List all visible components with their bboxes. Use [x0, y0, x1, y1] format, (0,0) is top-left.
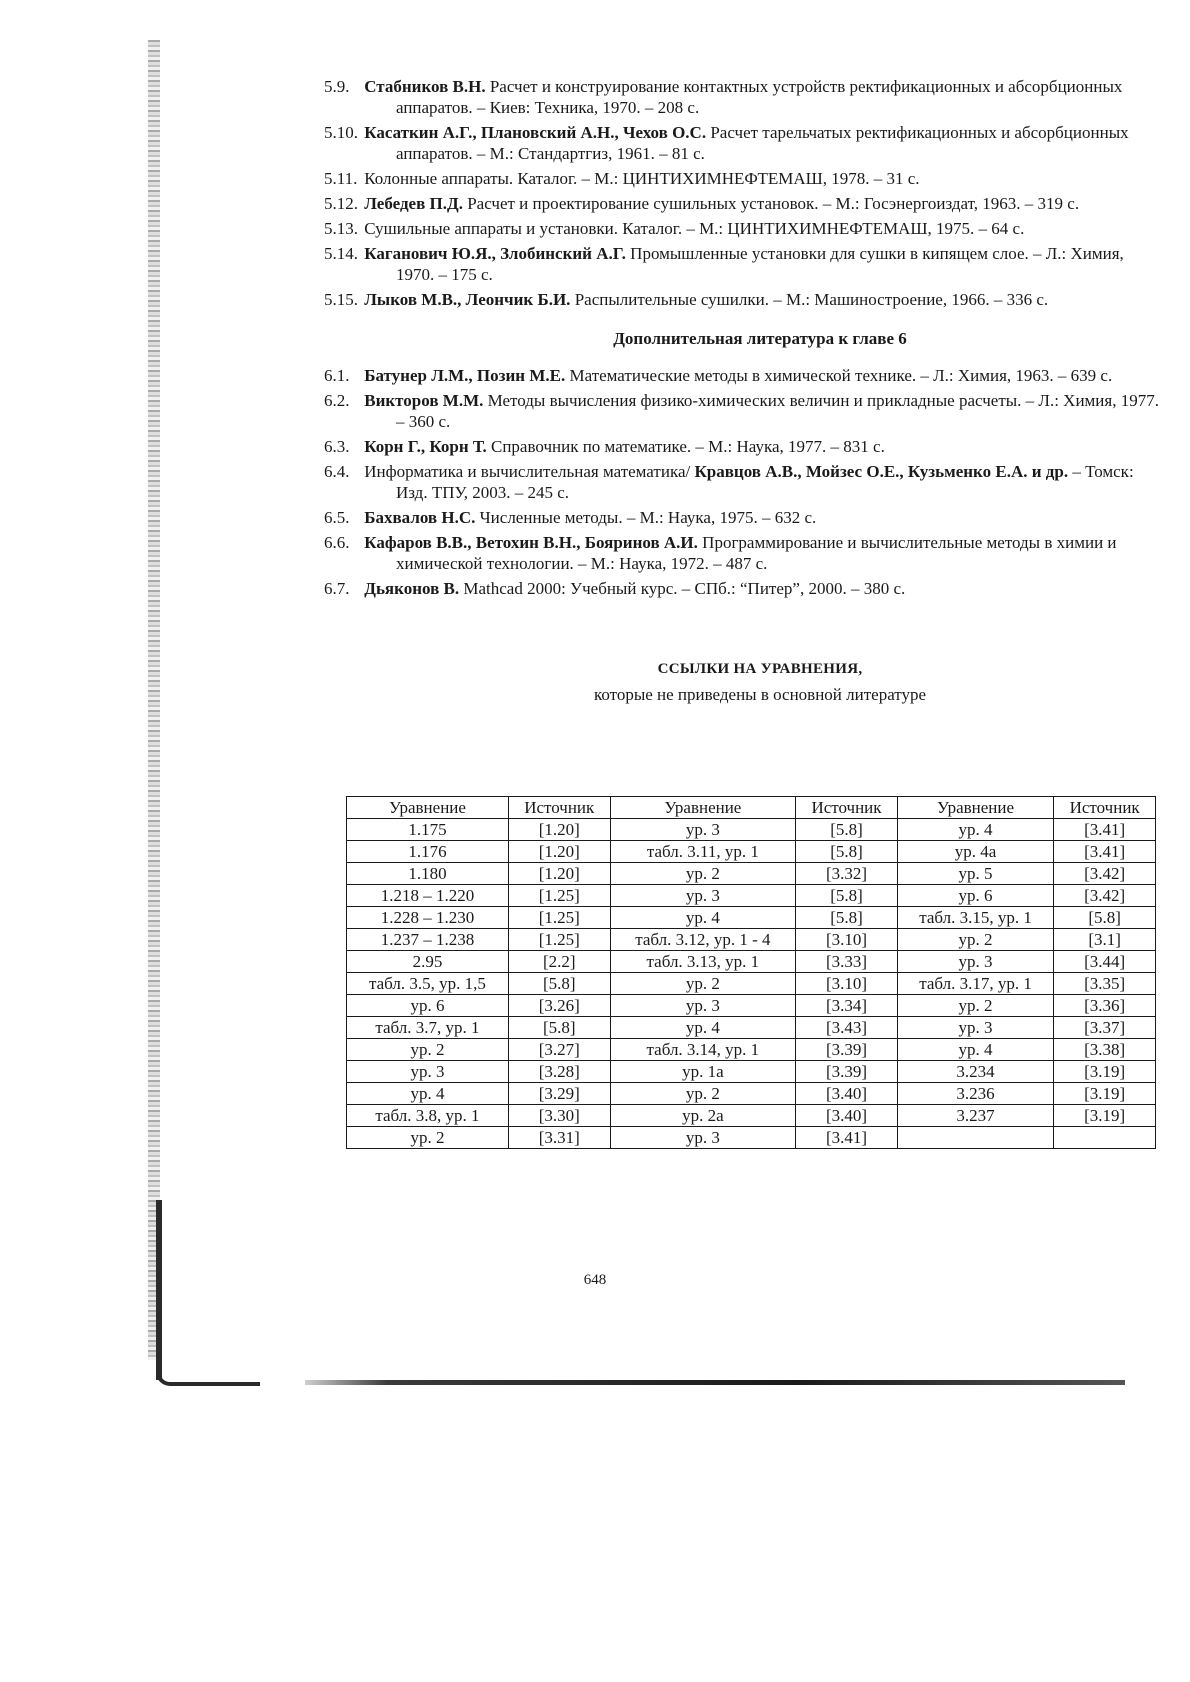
source-cell: [3.19] — [1054, 1061, 1156, 1083]
source-cell: [3.19] — [1054, 1105, 1156, 1127]
source-cell: [3.40] — [796, 1083, 898, 1105]
source-cell: [5.8] — [796, 841, 898, 863]
section-heading: Дополнительная литература к главе 6 — [613, 329, 907, 348]
equation-cell — [897, 1127, 1053, 1149]
source-cell: [3.32] — [796, 863, 898, 885]
reference-authors: Каганович Ю.Я., Злобинский А.Г. — [364, 244, 626, 263]
reference-authors: Стабников В.Н. — [364, 77, 486, 96]
table-header-cell: Уравнение — [347, 797, 509, 819]
equation-cell: ур. 6 — [897, 885, 1053, 907]
equation-cell: ур. 3 — [610, 995, 796, 1017]
reference-authors: Кравцов А.В., Мойзес О.Е., Кузьменко Е.А. и др. — [694, 462, 1069, 481]
source-cell: [3.19] — [1054, 1083, 1156, 1105]
links-title: ССЫЛКИ НА УРАВНЕНИЯ, — [657, 661, 863, 677]
equation-cell: ур. 2а — [610, 1105, 796, 1127]
reference-item: 6.7. Дьяконов В. Mathcad 2000: Учебный курс. – СПб.: “Питер”, 2000. – 380 с. — [324, 579, 906, 598]
equation-cell: ур. 4 — [347, 1083, 509, 1105]
equation-cell: ур. 3 — [610, 819, 796, 841]
equation-cell: ур. 4а — [897, 841, 1053, 863]
table-row — [347, 1039, 1156, 1061]
source-cell: [3.27] — [508, 1039, 610, 1061]
equation-cell: ур. 3 — [897, 951, 1053, 973]
source-cell: [3.33] — [796, 951, 898, 973]
equation-cell: ур. 2 — [897, 929, 1053, 951]
reference-item: 5.12. Лебедев П.Д. Расчет и проектирование сушильных установок. – М.: Госэнергоиздат, 1963. – 319 с. — [324, 194, 1080, 213]
reference-prefix: Информатика и вычислительная математика/ — [364, 462, 691, 481]
source-cell: [5.8] — [796, 819, 898, 841]
equation-cell: 1.237 – 1.238 — [347, 929, 509, 951]
source-cell: [3.1] — [1054, 929, 1156, 951]
table-row — [347, 1061, 1156, 1083]
reference-text: Методы вычисления физико-химических величин и прикладные расчеты. – Л.: Химия, 1977. – 360 с. — [396, 391, 1159, 431]
reference-item: 6.1. Батунер Л.М., Позин М.Е. Математические методы в химической технике. – Л.: Химия, 1963. – 639 с. — [324, 366, 1113, 385]
page-content — [324, 76, 1160, 705]
reference-text: Сушильные аппараты и установки. Каталог. – М.: ЦИНТИХИМНЕФТЕМАШ, 1975. – 64 с. — [364, 219, 1025, 238]
equation-cell: 1.218 – 1.220 — [347, 885, 509, 907]
source-cell: [3.10] — [796, 929, 898, 951]
source-cell: [5.8] — [1054, 907, 1156, 929]
equation-cell: табл. 3.13, ур. 1 — [610, 951, 796, 973]
source-cell: [3.10] — [796, 973, 898, 995]
equation-cell: ур. 4 — [610, 1017, 796, 1039]
reference-item: 5.15. Лыков М.В., Леончик Б.И. Распылительные сушилки. – М.: Машиностроение, 1966. – 336 с. — [324, 290, 1049, 309]
source-cell: [1.25] — [508, 929, 610, 951]
equation-cell: ур. 3 — [347, 1061, 509, 1083]
reference-authors: Кафаров В.В., Ветохин В.Н., Бояринов А.И. — [364, 533, 698, 552]
reference-item: 5.11. Колонные аппараты. Каталог. – М.: ЦИНТИХИМНЕФТЕМАШ, 1978. – 31 с. — [324, 169, 920, 188]
table-body — [347, 819, 1156, 1149]
equation-cell: ур. 6 — [347, 995, 509, 1017]
links-subtitle: которые не приведены в основной литературе — [593, 685, 927, 704]
equation-cell: ур. 1а — [610, 1061, 796, 1083]
source-cell: [3.35] — [1054, 973, 1156, 995]
scan-corner — [156, 1372, 260, 1386]
reference-authors: Касаткин А.Г., Плановский А.Н., Чехов О.С. — [364, 123, 707, 142]
source-cell: [1.25] — [508, 907, 610, 929]
source-cell: [5.8] — [508, 1017, 610, 1039]
source-cell: [3.41] — [1054, 819, 1156, 841]
source-cell: [3.37] — [1054, 1017, 1156, 1039]
reference-text: – Томск: Изд. ТПУ, 2003. – 245 с. — [396, 462, 1134, 502]
equation-cell: табл. 3.5, ур. 1,5 — [347, 973, 509, 995]
source-cell: [3.30] — [508, 1105, 610, 1127]
table-header-cell: Уравнение — [610, 797, 796, 819]
source-cell: [5.8] — [796, 907, 898, 929]
table-row — [347, 973, 1156, 995]
reference-authors: Лыков М.В., Леончик Б.И. — [364, 290, 571, 309]
source-cell: [1.20] — [508, 841, 610, 863]
scan-bottom-edge — [305, 1380, 1125, 1385]
source-cell: [5.8] — [796, 885, 898, 907]
reference-text: Математические методы в химической технике. – Л.: Химия, 1963. – 639 с. — [569, 366, 1113, 385]
reference-item: 6.2. Викторов М.М. Методы вычисления физико-химических величин и прикладные расчеты. – Л.: Химия, 1977. – 360 с. — [324, 391, 1159, 431]
reference-text: Расчет и проектирование сушильных установок. – М.: Госэнергоиздат, 1963. – 319 с. — [467, 194, 1080, 213]
table-row — [347, 819, 1156, 841]
references-chapter-6 — [324, 365, 1160, 599]
source-cell: [3.39] — [796, 1061, 898, 1083]
source-cell: [3.38] — [1054, 1039, 1156, 1061]
equation-cell: 1.180 — [347, 863, 509, 885]
table-header-cell: Источник — [508, 797, 610, 819]
equation-cell: табл. 3.11, ур. 1 — [610, 841, 796, 863]
source-cell: [3.26] — [508, 995, 610, 1017]
scan-left-edge-dark — [156, 1200, 162, 1380]
equation-cell: 1.228 – 1.230 — [347, 907, 509, 929]
scan-left-edge — [148, 40, 160, 1360]
table-header-row — [347, 797, 1156, 819]
source-cell: [3.29] — [508, 1083, 610, 1105]
equation-cell: 3.236 — [897, 1083, 1053, 1105]
reference-text: Расчет тарельчатых ректификационных и абсорбционных аппаратов. – М.: Стандартгиз, 1961. – 81 с. — [396, 123, 1129, 163]
equation-cell: ур. 3 — [610, 885, 796, 907]
reference-text: Промышленные установки для сушки в кипящем слое. – Л.: Химия, 1970. – 175 с. — [396, 244, 1124, 284]
reference-text: Mathcad 2000: Учебный курс. – СПб.: “Питер”, 2000. – 380 с. — [463, 579, 906, 598]
reference-authors: Батунер Л.М., Позин М.Е. — [364, 366, 566, 385]
equation-cell: 3.237 — [897, 1105, 1053, 1127]
reference-text: Программирование и вычислительные методы в химии и химической технологии. – М.: Наука, 1972. – 487 с. — [396, 533, 1117, 573]
table-row — [347, 951, 1156, 973]
equation-cell: табл. 3.15, ур. 1 — [897, 907, 1053, 929]
table-row — [347, 995, 1156, 1017]
reference-item: 6.5. Бахвалов Н.С. Численные методы. – М.: Наука, 1975. – 632 с. — [324, 508, 817, 527]
reference-authors: Корн Г., Корн Т. — [364, 437, 487, 456]
reference-text: Справочник по математике. – М.: Наука, 1977. – 831 с. — [491, 437, 885, 456]
equation-cell: ур. 4 — [897, 819, 1053, 841]
equation-cell: табл. 3.14, ур. 1 — [610, 1039, 796, 1061]
table-header-cell: Источник — [1054, 797, 1156, 819]
table-row — [347, 841, 1156, 863]
table-row — [347, 929, 1156, 951]
source-cell: [3.43] — [796, 1017, 898, 1039]
equation-cell: ур. 2 — [897, 995, 1053, 1017]
reference-item: 5.13. Сушильные аппараты и установки. Каталог. – М.: ЦИНТИХИМНЕФТЕМАШ, 1975. – 64 с. — [324, 219, 1025, 238]
reference-item: 6.4. Информатика и вычислительная математика/ Кравцов А.В., Мойзес О.Е., Кузьменко Е.А. и др. – Томск: Изд. ТПУ, 2003. – 245 с. — [324, 462, 1134, 502]
equation-cell: ур. 2 — [610, 863, 796, 885]
table-row — [347, 1083, 1156, 1105]
reference-text: Распылительные сушилки. – М.: Машиностроение, 1966. – 336 с. — [574, 290, 1049, 309]
source-cell: [1.20] — [508, 863, 610, 885]
page-number: 648 — [583, 1272, 607, 1288]
equation-cell: 1.176 — [347, 841, 509, 863]
reference-authors: Бахвалов Н.С. — [364, 508, 476, 527]
reference-item: 5.9. Стабников В.Н. Расчет и конструирование контактных устройств ректификационных и абсорбционных аппаратов. – Киев: Техника, 1970. – 208 с. — [324, 77, 1123, 117]
table-row — [347, 1017, 1156, 1039]
equation-cell: табл. 3.17, ур. 1 — [897, 973, 1053, 995]
references-chapter-5 — [324, 76, 1160, 310]
source-cell: [3.41] — [796, 1127, 898, 1149]
equation-cell: ур. 4 — [897, 1039, 1053, 1061]
equation-cell: ур. 4 — [610, 907, 796, 929]
table-row — [347, 885, 1156, 907]
equation-cell: ур. 5 — [897, 863, 1053, 885]
source-cell — [1054, 1127, 1156, 1149]
reference-authors: Дьяконов В. — [364, 579, 460, 598]
source-cell: [2.2] — [508, 951, 610, 973]
equation-links-table — [346, 796, 1156, 1149]
source-cell: [1.20] — [508, 819, 610, 841]
source-cell: [3.34] — [796, 995, 898, 1017]
reference-item: 5.14. Каганович Ю.Я., Злобинский А.Г. Промышленные установки для сушки в кипящем слое. – Л.: Химия, 1970. – 175 с. — [324, 244, 1124, 284]
equation-cell: ур. 3 — [610, 1127, 796, 1149]
equation-cell: ур. 3 — [897, 1017, 1053, 1039]
equation-cell: ур. 2 — [610, 973, 796, 995]
table-header-cell: Уравнение — [897, 797, 1053, 819]
reference-text: Колонные аппараты. Каталог. – М.: ЦИНТИХИМНЕФТЕМАШ, 1978. – 31 с. — [364, 169, 920, 188]
reference-item: 6.3. Корн Г., Корн Т. Справочник по математике. – М.: Наука, 1977. – 831 с. — [324, 437, 885, 456]
reference-authors: Викторов М.М. — [364, 391, 484, 410]
source-cell: [3.41] — [1054, 841, 1156, 863]
source-cell: [3.28] — [508, 1061, 610, 1083]
source-cell: [3.44] — [1054, 951, 1156, 973]
reference-item: 5.10. Касаткин А.Г., Плановский А.Н., Чехов О.С. Расчет тарельчатых ректификационных и абсорбционных аппаратов. – М.: Стандартгиз, 1961. – 81 с. — [324, 123, 1129, 163]
equation-cell: табл. 3.8, ур. 1 — [347, 1105, 509, 1127]
source-cell: [3.31] — [508, 1127, 610, 1149]
source-cell: [3.40] — [796, 1105, 898, 1127]
equation-cell: ур. 2 — [610, 1083, 796, 1105]
equation-cell: табл. 3.12, ур. 1 - 4 — [610, 929, 796, 951]
equation-cell: 1.175 — [347, 819, 509, 841]
reference-text: Расчет и конструирование контактных устройств ректификационных и абсорбционных аппаратов. – Киев: Техника, 1970. – 208 с. — [396, 77, 1123, 117]
equation-cell: 3.234 — [897, 1061, 1053, 1083]
table-row — [347, 1127, 1156, 1149]
source-cell: [1.25] — [508, 885, 610, 907]
source-cell: [3.39] — [796, 1039, 898, 1061]
reference-item: 6.6. Кафаров В.В., Ветохин В.Н., Бояринов А.И. Программирование и вычислительные методы в химии и химической технологии. – М.: Наука, 1972. – 487 с. — [324, 533, 1117, 573]
equation-cell: табл. 3.7, ур. 1 — [347, 1017, 509, 1039]
reference-authors: Лебедев П.Д. — [364, 194, 463, 213]
source-cell: [3.36] — [1054, 995, 1156, 1017]
equation-cell: 2.95 — [347, 951, 509, 973]
source-cell: [5.8] — [508, 973, 610, 995]
table-row — [347, 863, 1156, 885]
table-row — [347, 907, 1156, 929]
reference-text: Численные методы. – М.: Наука, 1975. – 632 с. — [479, 508, 817, 527]
table-row — [347, 1105, 1156, 1127]
equation-cell: ур. 2 — [347, 1039, 509, 1061]
source-cell: [3.42] — [1054, 885, 1156, 907]
table-header-cell: Источник — [796, 797, 898, 819]
source-cell: [3.42] — [1054, 863, 1156, 885]
equation-cell: ур. 2 — [347, 1127, 509, 1149]
